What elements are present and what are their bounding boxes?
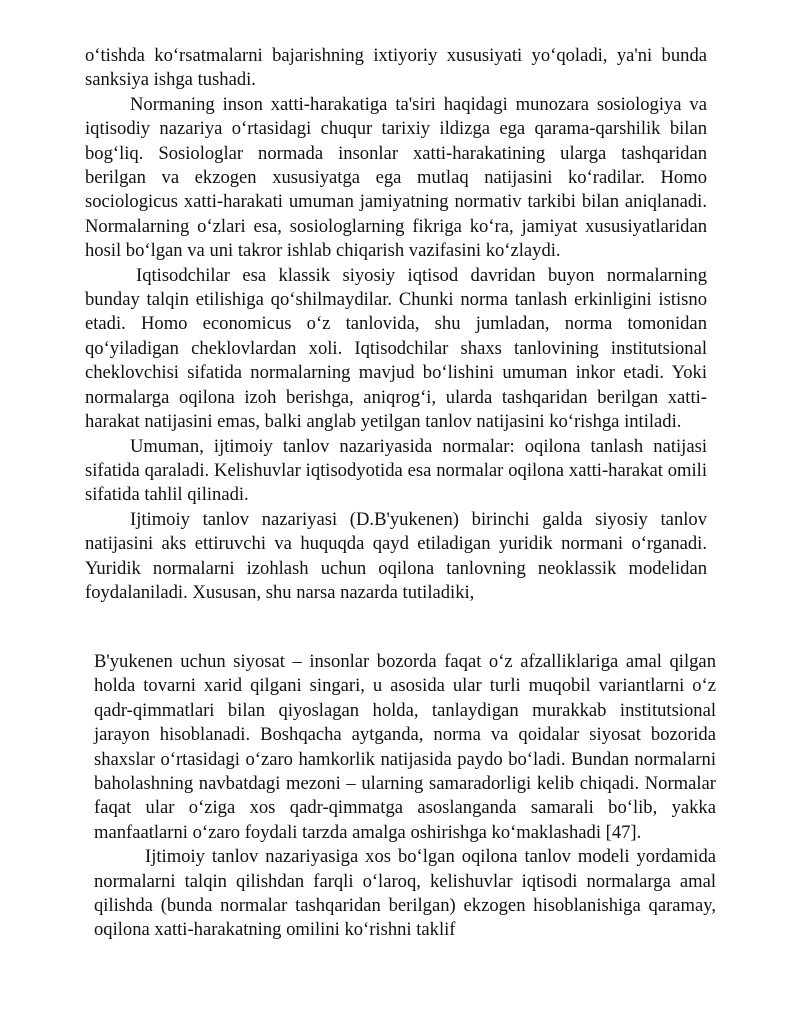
text-block-upper [85, 44, 707, 605]
paragraph-buchanan-politics: B'yukenen uchun siyosat – insonlar bozorda faqat o‘z afzalliklariga amal qilgan holda tovarni xarid qilgani singari, u asosida ular turli muqobil variantlarni o‘z qadr-qimmatlari bilan qiyoslagan holda, tanlaydigan murakkab institutsional jarayon hisoblanadi. Boshqacha aytganda, norma va qoidalar siyosat bozorida shaxslar o‘rtasidagi o‘zaro hamkorlik natijasida paydo bo‘ladi. Bundan normalarni baholashning navbatdagi mezoni – ularning samaradorligi kelib chiqadi. Normalar faqat ular o‘ziga xos qadr-qimmatga asoslanganda samarali bo‘lib, yakka manfaatlarni o‘zaro foydali tarzda amalga oshirishga ko‘maklashadi [47]. [94, 651, 716, 843]
paragraph-continuation: o‘tishda ko‘rsatmalarni bajarishning ixtiyoriy xususiyati yo‘qoladi, ya'ni bunda sanksiya ishga tushadi. [85, 45, 707, 91]
paragraph-buchanan-theory: Ijtimoiy tanlov nazariyasi (D.B'yukenen) birinchi galda siyosiy tanlov natijasini aks ettiruvchi va huquqda qayd etiladigan yuridik normani o‘rganadi. Yuridik normalarni izohlash uchun oqilona tanlovning neoklassik modelidan foydalaniladi. Xususan, shu narsa nazarda tutiladiki, [85, 508, 707, 603]
paragraph-economists: Iqtisodchilar esa klassik siyosiy iqtisod davridan buyon normalarning bunday talqin etilishiga qo‘shilmaydilar. Chunki norma tanlash erkinligini istisno etadi. Homo economicus o‘z tanlovida, shu jumladan, norma tomonidan qo‘yiladigan cheklovlardan xoli. Iqtisodchilar shaxs tanlovining institutsional cheklovchisi sifatida normalarning mavjud bo‘lishini umuman inkor etadi. Yoki normalarga oqilona izoh berishga, aniqrog‘i, ularda tashqaridan berilgan xatti-harakat natijasini emas, balki anglab yetilgan tanlov natijasini ko‘rishga intiladi. [85, 264, 707, 433]
paragraph-norm-debate: Normaning inson xatti-harakatiga ta'siri haqidagi munozara sosiologiya va iqtisodiy nazariya o‘rtasidagi chuqur tarixiy ildizga ega qarama-qarshilik bilan bog‘liq. Sosiologlar normada insonlar xatti-harakatining ularga tashqaridan berilgan va ekzogen xususiyatga ega mutlaq natijasini ko‘radilar. Homo sociologicus xatti-harakati umuman jamiyatning normativ tarkibi bilan aniqlanadi. Normalarning o‘zlari esa, sosiologlarning fikriga ko‘ra, jamiyat xususiyatlaridan hosil bo‘lgan va uni takror ishlab chiqarish vazifasini ko‘zlaydi. [85, 93, 707, 262]
paragraph-rational-choice-model: Ijtimoiy tanlov nazariyasiga xos bo‘lgan oqilona tanlov modeli yordamida normalarni talqin qilishdan farqli o‘laroq, kelishuvlar iqtisodi normalarga amal qilishda (bunda normalar tashqaridan berilgan) ekzogen hisoblanishiga qaramay, oqilona xatti-harakatning omilini ko‘rishni taklif [94, 846, 716, 941]
text-block-lower [94, 650, 716, 943]
paragraph-social-choice: Umuman, ijtimoiy tanlov nazariyasida normalar: oqilona tanlash natijasi sifatida qaraladi. Kelishuvlar iqtisodyotida esa normalar oqilona xatti-harakat omili sifatida tahlil qilinadi. [85, 435, 707, 506]
